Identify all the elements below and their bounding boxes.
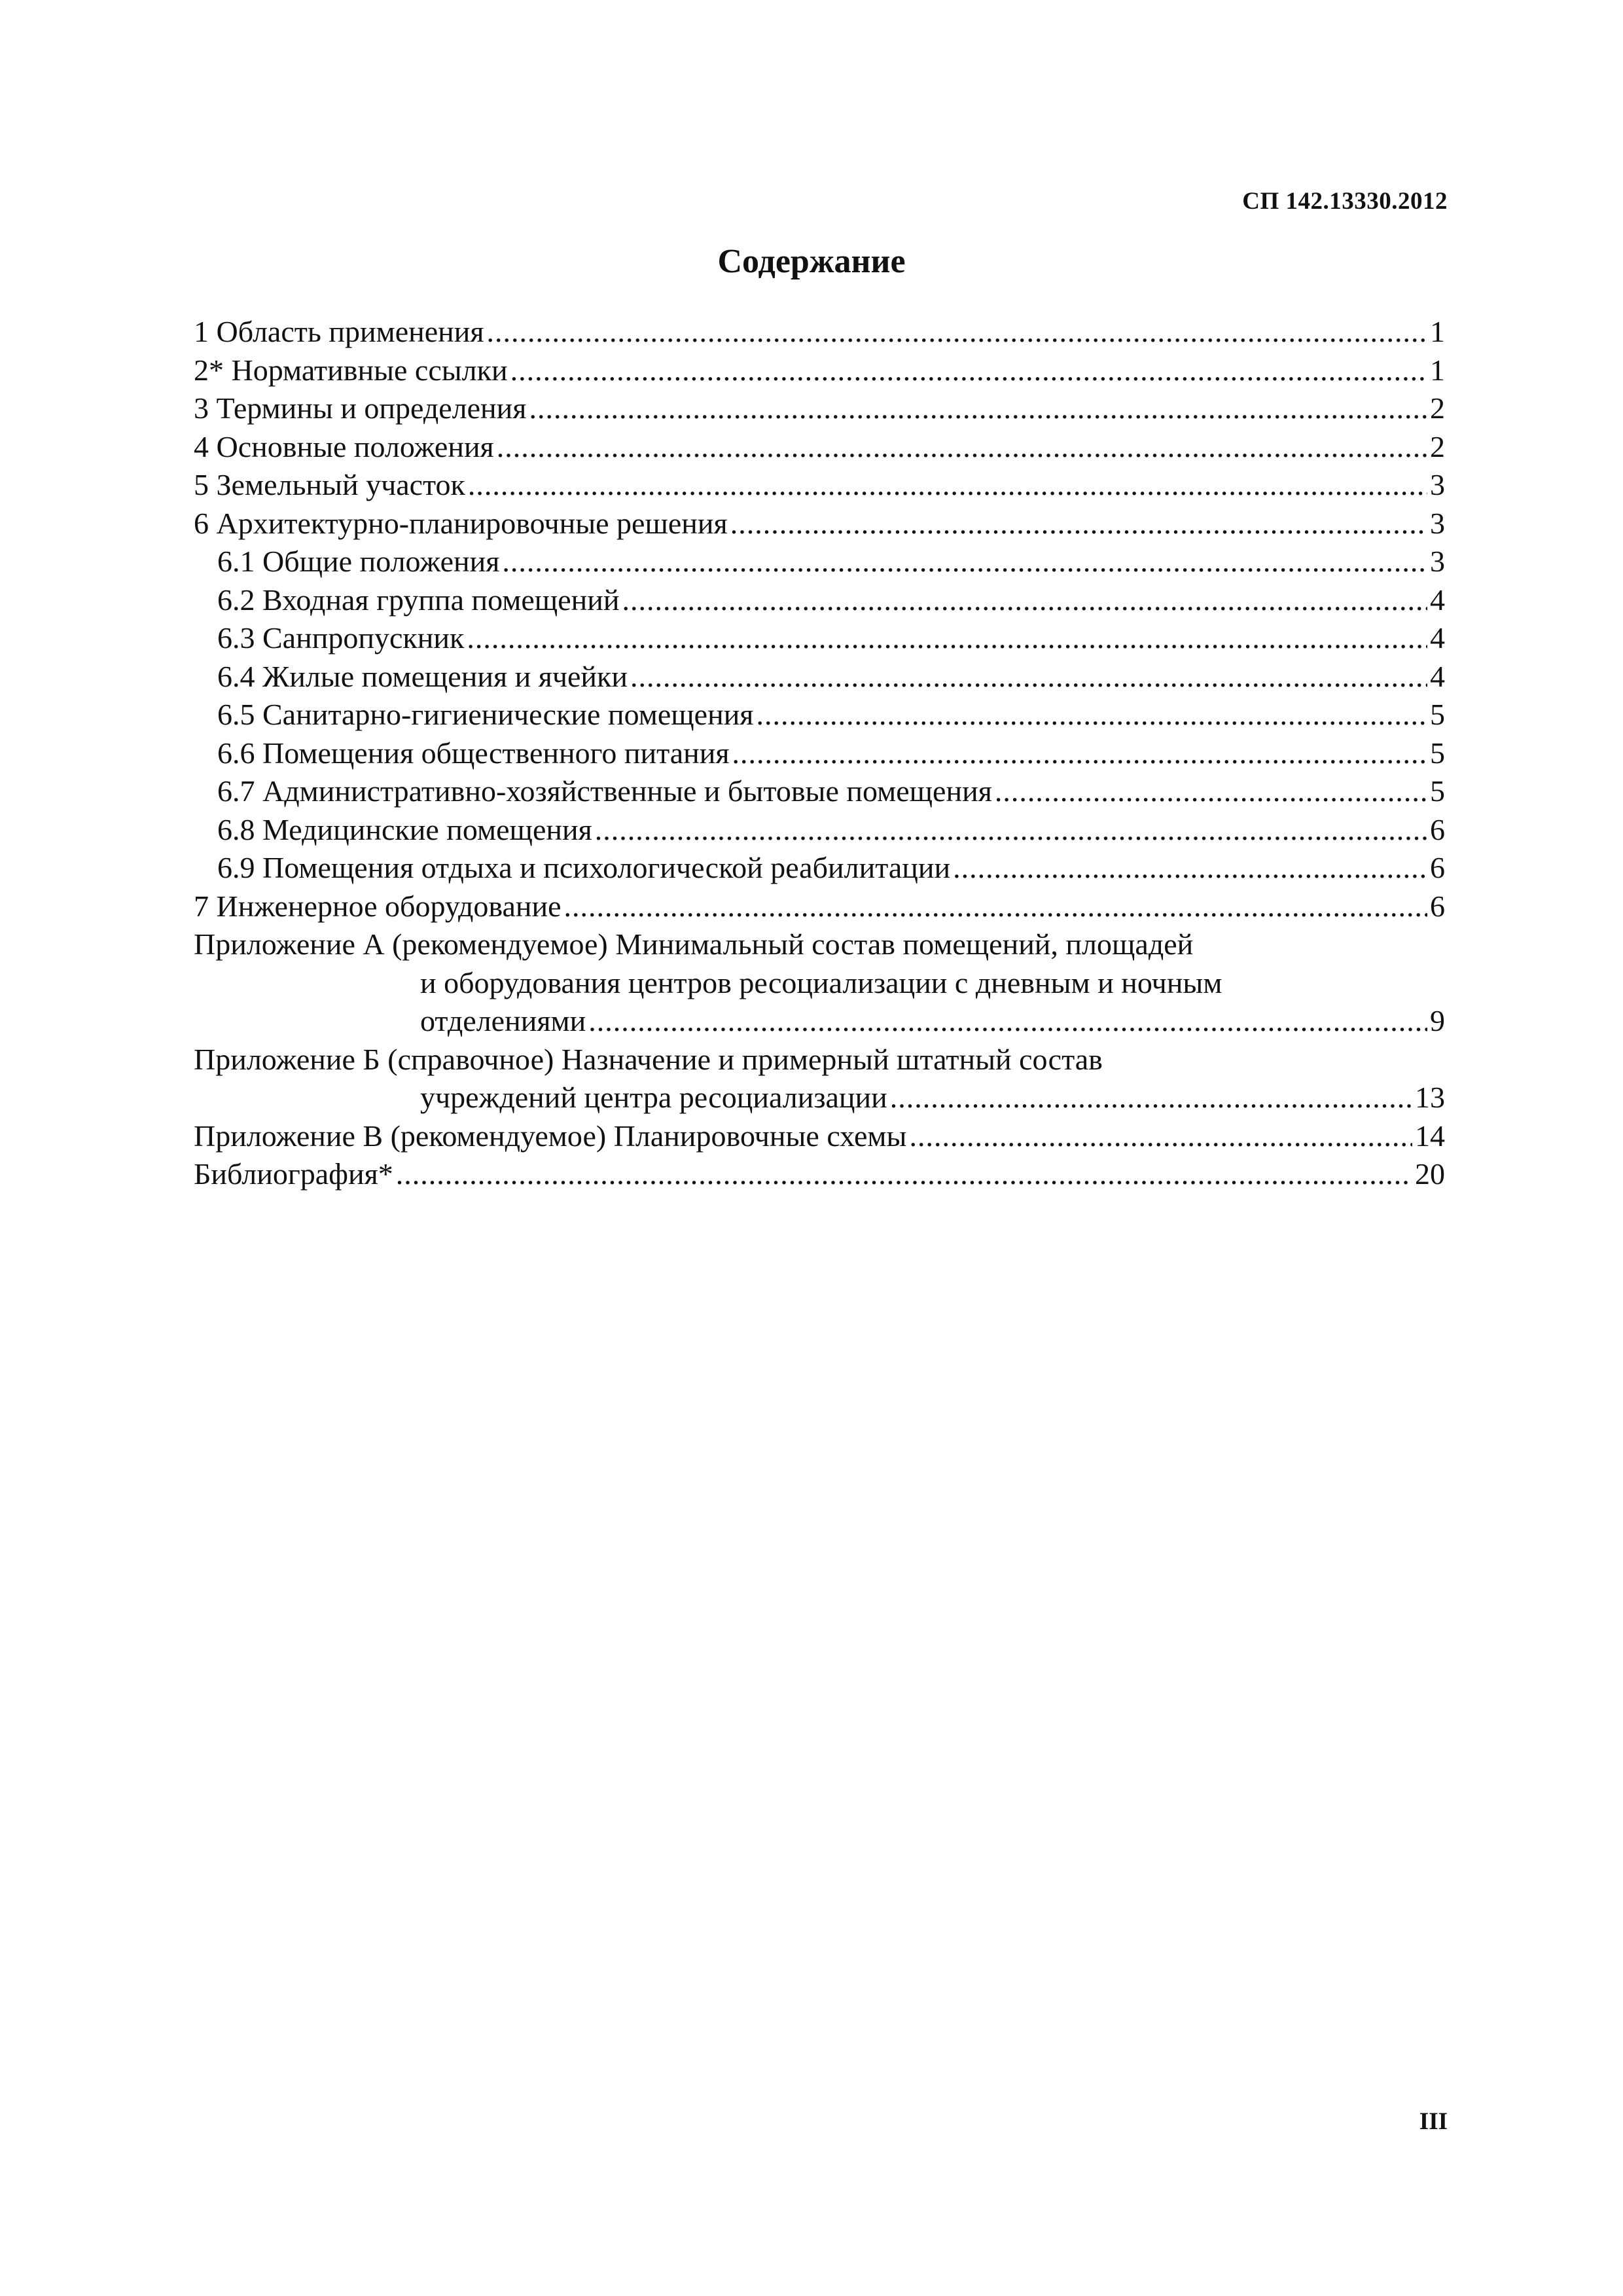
toc-entry-6-1[interactable] xyxy=(194,543,1445,581)
toc-leader-dots xyxy=(995,772,1427,811)
document-code: СП 142.13330.2012 xyxy=(1242,188,1448,215)
toc-entry-page: 13 xyxy=(1415,1081,1445,1114)
toc-leader-dots xyxy=(890,1079,1412,1117)
toc-entry-land-plot[interactable] xyxy=(194,466,1445,505)
toc-entry-label: 6.8 Медицинские помещения xyxy=(217,812,592,846)
toc-leader-dots xyxy=(909,1117,1412,1156)
toc-leader-dots xyxy=(396,1155,1412,1194)
toc-entry-label: 3 Термины и определения xyxy=(194,391,527,425)
toc-entry-label: 6.7 Административно-хозяйственные и бытовые помещения xyxy=(217,774,992,808)
toc-entry-page: 3 xyxy=(1430,506,1445,540)
toc-entry-label: 7 Инженерное оборудование xyxy=(194,889,562,923)
toc-leader-dots xyxy=(502,543,1427,581)
toc-entry-label: 6.9 Помещения отдыха и психологической реабилитации xyxy=(217,851,951,884)
toc-entry-6-6[interactable] xyxy=(194,734,1445,773)
toc-entry-engineering-equipment[interactable] xyxy=(194,888,1445,926)
toc-entry-bibliography[interactable] xyxy=(194,1155,1445,1194)
toc-entry-label: 5 Земельный участок xyxy=(194,468,465,501)
toc-entry-last-line xyxy=(194,1002,1445,1041)
toc-entry-label: 4 Основные положения xyxy=(194,429,494,463)
toc-entry-page: 6 xyxy=(1430,851,1445,884)
toc-entry-page: 4 xyxy=(1430,583,1445,617)
toc-entry-page: 20 xyxy=(1415,1157,1445,1191)
toc-entry-page: 3 xyxy=(1430,468,1445,501)
toc-leader-dots xyxy=(529,389,1427,428)
toc-entry-page: 9 xyxy=(1430,1004,1445,1037)
toc-entry-page: 2 xyxy=(1430,429,1445,463)
toc-leader-dots xyxy=(497,428,1427,467)
toc-entry-label: 6 Архитектурно-планировочные решения xyxy=(194,506,728,540)
toc-entry-page: 14 xyxy=(1415,1119,1445,1153)
page-number: III xyxy=(1419,2108,1448,2135)
toc-entry-page: 3 xyxy=(1430,545,1445,578)
toc-entry-6-5[interactable] xyxy=(194,696,1445,734)
toc-entry-normative-references[interactable] xyxy=(194,351,1445,390)
toc-entry-page: 5 xyxy=(1430,736,1445,770)
toc-entry-general-provisions[interactable] xyxy=(194,428,1445,467)
toc-leader-dots xyxy=(622,581,1427,620)
toc-leader-dots xyxy=(468,466,1427,505)
toc-entry-label: 6.3 Санпропускник xyxy=(217,621,465,655)
toc-entry-annex-v[interactable] xyxy=(194,1117,1445,1156)
toc-entry-label-continued: отделениями xyxy=(420,1004,586,1037)
toc-entry-label: Приложение А (рекомендуемое) Минимальный состав помещений, площадей xyxy=(194,927,1194,961)
toc-leader-dots xyxy=(732,734,1427,773)
toc-entry-6-7[interactable] xyxy=(194,772,1445,811)
toc-entry-page: 6 xyxy=(1430,812,1445,846)
toc-leader-dots xyxy=(953,849,1427,888)
toc-entry-page: 5 xyxy=(1430,698,1445,731)
toc-entry-page: 1 xyxy=(1430,353,1445,387)
toc-entry-label: Приложение В (рекомендуемое) Планировочные схемы xyxy=(194,1119,907,1153)
toc-entry-page: 2 xyxy=(1430,391,1445,425)
toc-leader-dots xyxy=(730,505,1427,543)
toc-entry-label-continued: и оборудования центров ресоциализации с дневным и ночным xyxy=(420,965,1222,999)
toc-entry-6-3[interactable] xyxy=(194,619,1445,658)
toc-entry-6-9[interactable] xyxy=(194,849,1445,888)
toc-entry-page: 5 xyxy=(1430,774,1445,808)
page-title: Содержание xyxy=(717,243,906,280)
toc-leader-dots xyxy=(487,313,1427,351)
toc-leader-dots xyxy=(630,658,1427,696)
toc-entry-last-line xyxy=(194,1079,1445,1117)
toc-leader-dots xyxy=(510,351,1427,390)
toc-entry-label: 6.4 Жилые помещения и ячейки xyxy=(217,659,628,693)
toc-entry-label: 1 Область применения xyxy=(194,315,484,348)
toc-entry-label: 2* Нормативные ссылки xyxy=(194,353,508,387)
toc-entry-6-4[interactable] xyxy=(194,658,1445,696)
toc-entry-label: 6.6 Помещения общественного питания xyxy=(217,736,730,770)
toc-leader-dots xyxy=(564,888,1427,926)
toc-entry-label: Библиография* xyxy=(194,1157,393,1191)
toc-entry-label-continued: учреждений центра ресоциализации xyxy=(420,1081,887,1114)
toc-entry-page: 6 xyxy=(1430,889,1445,923)
toc-entry-page: 4 xyxy=(1430,621,1445,655)
toc-leader-dots xyxy=(595,811,1427,850)
toc-entry-label: 6.1 Общие положения xyxy=(217,545,500,578)
toc-entry-terms[interactable] xyxy=(194,389,1445,428)
toc-entry-annex-b[interactable] xyxy=(194,1041,1445,1117)
toc-leader-dots xyxy=(756,696,1427,734)
toc-entry-label: 6.2 Входная группа помещений xyxy=(217,583,620,617)
toc-entry-label: Приложение Б (справочное) Назначение и примерный штатный состав xyxy=(194,1042,1103,1076)
toc-leader-dots xyxy=(467,619,1427,658)
toc-entry-architectural-solutions[interactable] xyxy=(194,505,1445,543)
table-of-contents xyxy=(194,313,1445,1194)
toc-entry-scope[interactable] xyxy=(194,313,1445,351)
toc-entry-6-2[interactable] xyxy=(194,581,1445,620)
toc-entry-6-8[interactable] xyxy=(194,811,1445,850)
toc-entry-page: 4 xyxy=(1430,659,1445,693)
toc-entry-annex-a[interactable] xyxy=(194,925,1445,1041)
toc-leader-dots xyxy=(588,1002,1427,1041)
toc-entry-label: 6.5 Санитарно-гигиенические помещения xyxy=(217,698,754,731)
toc-entry-page: 1 xyxy=(1430,315,1445,348)
